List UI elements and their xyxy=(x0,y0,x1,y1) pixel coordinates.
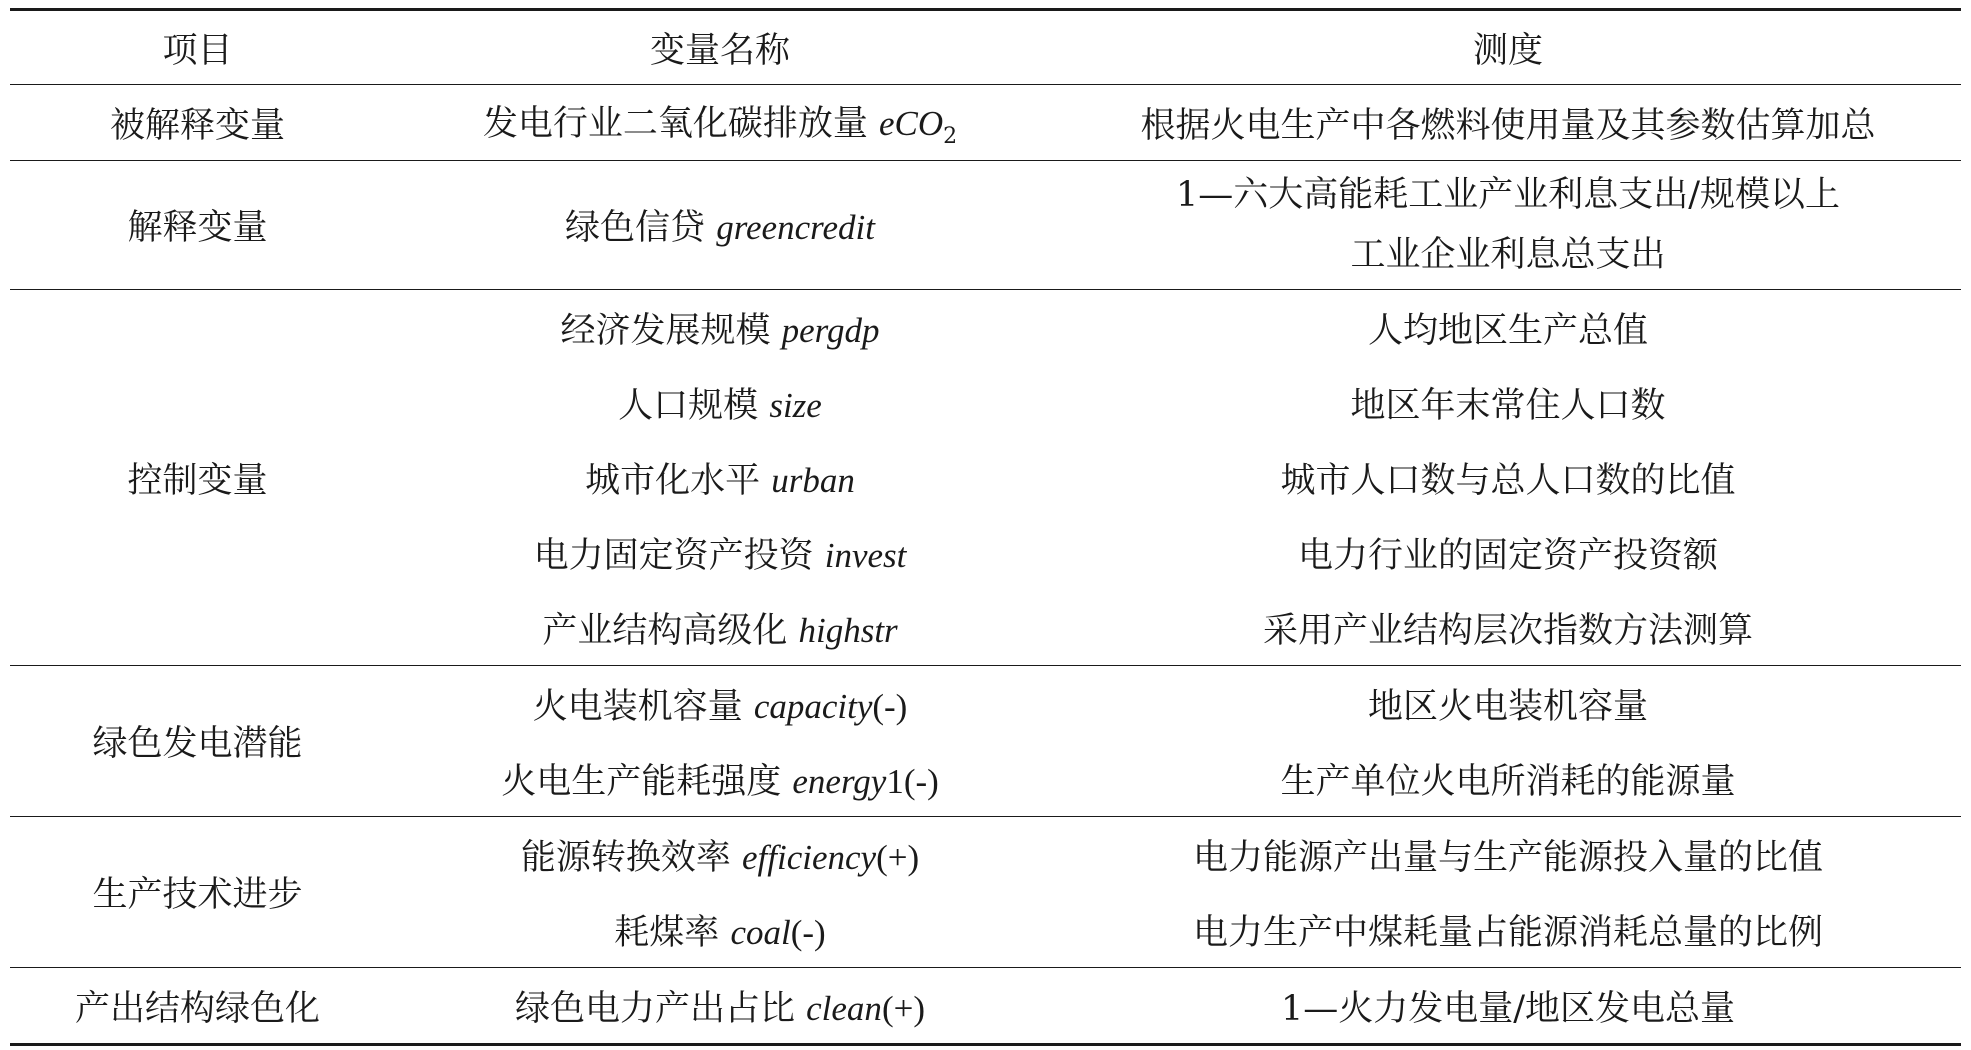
variable-cell: 绿色电力产出占比 clean(+) xyxy=(514,988,925,1029)
measure-cell: 地区年末常住人口数 xyxy=(1350,385,1666,426)
variable-cell: 经济发展规模 pergdp xyxy=(560,310,880,351)
measure-cell: 根据火电生产中各燃料使用量及其参数估算加总 xyxy=(1140,105,1876,146)
group-label-potential: 绿色发电潜能 xyxy=(92,724,303,764)
measure-cell: 电力行业的固定资产投资额 xyxy=(1297,535,1718,576)
measure-line-2: 工业企业利息总支出 xyxy=(1350,235,1666,275)
variable-cell: 产业结构高级化 highstr xyxy=(542,610,898,651)
table-row xyxy=(10,968,1961,1045)
header-item: 项目 xyxy=(162,30,233,71)
table-row xyxy=(10,817,1961,893)
variable-cell: 人口规模 size xyxy=(618,385,822,426)
table-row xyxy=(10,85,1961,161)
variable-cell: 电力固定资产投资 invest xyxy=(533,535,907,576)
table-row xyxy=(10,161,1961,290)
measure-cell: 城市人口数与总人口数的比值 xyxy=(1280,460,1736,501)
measure-cell: 生产单位火电所消耗的能源量 xyxy=(1280,761,1736,802)
measure-cell: 地区火电装机容量 xyxy=(1367,686,1648,727)
group-label-dependent: 被解释变量 xyxy=(109,105,285,146)
group-label-technology: 生产技术进步 xyxy=(92,875,303,915)
measure-cell: 电力生产中煤耗量占能源消耗总量的比例 xyxy=(1192,912,1823,953)
group-label-control: 控制变量 xyxy=(127,460,268,501)
measure-cell: 1—火力发电量/地区发电总量 xyxy=(1280,988,1736,1029)
variable-cell: 绿色信贷 greencredit xyxy=(565,208,875,248)
variable-definition-table xyxy=(10,8,1961,1046)
variable-cell: 火电生产能耗强度 energy1(-) xyxy=(501,761,939,802)
group-label-structure: 产出结构绿色化 xyxy=(74,988,320,1029)
measure-cell: 人均地区生产总值 xyxy=(1367,310,1648,351)
measure-cell: 电力能源产出量与生产能源投入量的比值 xyxy=(1192,837,1823,878)
measure-cell: 采用产业结构层次指数方法测算 xyxy=(1262,610,1753,651)
measure-cell xyxy=(1055,161,1961,290)
group-label-explanatory: 解释变量 xyxy=(127,208,268,248)
header-variable: 变量名称 xyxy=(649,30,790,71)
variable-cell: 耗煤率 coal(-) xyxy=(614,912,826,953)
variable-cell: 火电装机容量 capacity(-) xyxy=(532,686,908,727)
variable-cell: 城市化水平 urban xyxy=(585,460,855,501)
measure-line-1: 1—六大高能耗工业产业利息支出/规模以上 xyxy=(1175,175,1841,215)
table-row xyxy=(10,666,1961,742)
header-measure: 测度 xyxy=(1472,30,1543,71)
header-row xyxy=(10,10,1961,85)
variable-cell: 发电行业二氧化碳排放量 eCO$_2$ xyxy=(482,104,958,149)
table-row xyxy=(10,290,1961,366)
variable-cell: 能源转换效率 efficiency(+) xyxy=(520,837,920,878)
